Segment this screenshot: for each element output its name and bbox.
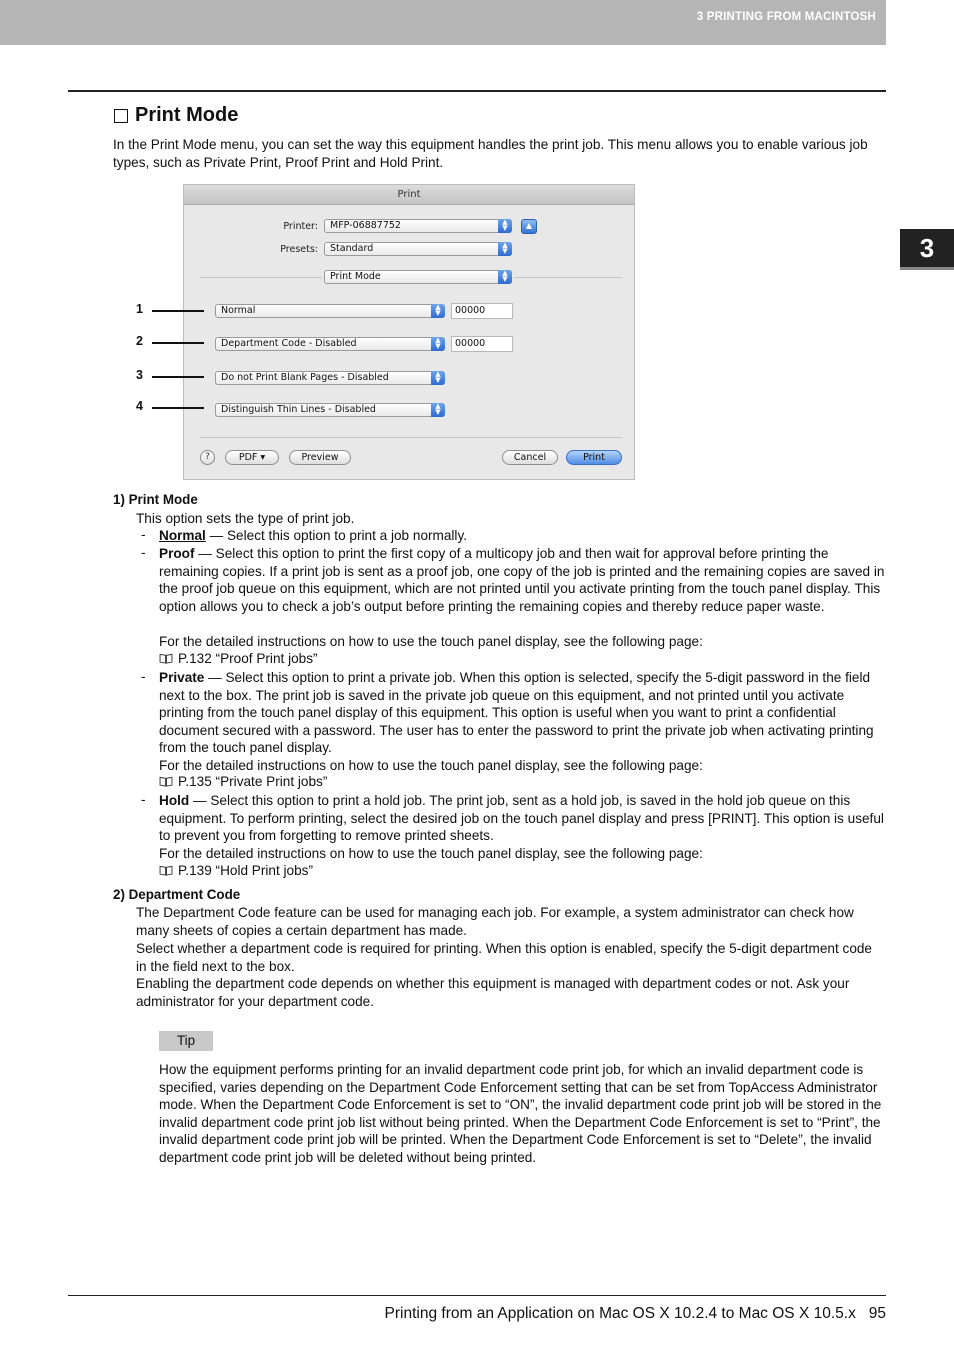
dept-paragraph-3: Enabling the department code depends on whether this equipment is managed with department codes or not. Ask your administrator for your department code. bbox=[136, 976, 850, 1009]
term-hold: Hold bbox=[159, 793, 190, 808]
separator bbox=[514, 277, 622, 278]
private-text: — Select this option to print a private job. When this option is selected, specify the 5-digit password in the field next to the box. The print job is saved in the private job queue on this equipment, and not printed until you activate printing from the touch panel display of this equipment. This option is useful when you want to print a confidential document secured with a password. The user has to enter the password to print the private job when activating printing from the touch panel display. bbox=[159, 670, 874, 756]
thin-lines-popup[interactable] bbox=[215, 403, 445, 417]
header-bar bbox=[0, 0, 886, 45]
proof-reference[interactable] bbox=[159, 651, 318, 666]
checkbox-square-icon bbox=[114, 109, 128, 123]
hold-reference[interactable] bbox=[159, 863, 313, 878]
help-icon[interactable]: ? bbox=[200, 450, 215, 465]
updown-arrows-icon: ▲ ▼ bbox=[498, 219, 512, 233]
printer-value: MFP-06887752 bbox=[330, 220, 401, 231]
proof-see: For the detailed instructions on how to use the touch panel display, see the following page: bbox=[159, 634, 703, 649]
book-icon bbox=[159, 865, 173, 876]
updown-arrows-icon: ▲ ▼ bbox=[498, 270, 512, 284]
updown-arrows-icon: ▲ ▼ bbox=[431, 304, 445, 318]
bullet-dash: - bbox=[141, 792, 146, 807]
callout-line bbox=[152, 407, 204, 409]
bullet-dash: - bbox=[141, 545, 146, 560]
normal-text: — Select this option to print a job normally. bbox=[205, 528, 468, 543]
updown-arrows-icon: ▲ ▼ bbox=[498, 242, 512, 256]
callout-line bbox=[152, 376, 204, 378]
item-description: This option sets the type of print job. bbox=[136, 511, 355, 526]
private-ref-text: P.135 “Private Print jobs” bbox=[178, 774, 328, 789]
thin-lines-value: Distinguish Thin Lines - Disabled bbox=[221, 404, 376, 415]
item-heading: 1) Print Mode bbox=[113, 492, 198, 507]
panel-value: Print Mode bbox=[330, 271, 381, 282]
preview-button[interactable]: Preview bbox=[289, 450, 351, 465]
disclosure-up-icon[interactable]: ▲ bbox=[521, 219, 537, 234]
printer-popup[interactable] bbox=[324, 219, 512, 233]
callout-1: 1 bbox=[136, 302, 143, 316]
presets-label: Presets: bbox=[280, 244, 318, 255]
proof-ref-text: P.132 “Proof Print jobs” bbox=[178, 651, 318, 666]
section-title: Print Mode bbox=[135, 104, 239, 126]
tip-label: Tip bbox=[159, 1031, 213, 1051]
running-header: 3 PRINTING FROM MACINTOSH bbox=[696, 11, 876, 23]
blank-pages-popup[interactable] bbox=[215, 371, 445, 385]
callout-3: 3 bbox=[136, 368, 143, 382]
bullet-dash: - bbox=[141, 669, 146, 684]
term-private: Private bbox=[159, 670, 205, 685]
pdf-button[interactable]: PDF ▾ bbox=[225, 450, 279, 465]
dept-paragraph-1: The Department Code feature can be used for managing each job. For example, a system administrator can check how many sheets of copies a certain department has made. bbox=[136, 905, 854, 938]
printer-label: Printer: bbox=[283, 221, 318, 232]
updown-arrows-icon: ▲ ▼ bbox=[431, 371, 445, 385]
print-dialog bbox=[183, 184, 635, 480]
callout-line bbox=[152, 310, 204, 312]
hold-ref-text: P.139 “Hold Print jobs” bbox=[178, 863, 314, 878]
panel-popup[interactable] bbox=[324, 270, 512, 284]
hold-text: — Select this option to print a hold job. The print job, sent as a hold job, is saved in the hold job queue on this equipment. To perform printing, select the desired job on the touch panel display and press [PRINT]. This option is useful to prevent you from forgetting to remove printed sheets. bbox=[159, 793, 884, 844]
private-see: For the detailed instructions on how to use the touch panel display, see the following page: bbox=[159, 758, 703, 773]
bullet-proof bbox=[159, 545, 886, 615]
callout-4: 4 bbox=[136, 399, 143, 413]
private-reference[interactable] bbox=[159, 774, 327, 789]
updown-arrows-icon: ▲ ▼ bbox=[431, 403, 445, 417]
bottom-rule bbox=[68, 1295, 886, 1296]
hold-see: For the detailed instructions on how to use the touch panel display, see the following page: bbox=[159, 846, 703, 861]
book-icon bbox=[159, 776, 173, 787]
term-normal: Normal bbox=[159, 528, 206, 543]
updown-arrows-icon: ▲ ▼ bbox=[431, 337, 445, 351]
dept-paragraph-2: Select whether a department code is required for printing. When this option is enabled, specify the 5-digit department code in the field next to the box. bbox=[136, 941, 872, 974]
print-mode-popup[interactable] bbox=[215, 304, 445, 318]
intro-paragraph: In the Print Mode menu, you can set the way this equipment handles the print job. This menu allows you to enable various job types, such as Private Print, Proof Print and Hold Print. bbox=[113, 137, 868, 170]
bullet-dash: - bbox=[141, 527, 146, 542]
separator bbox=[200, 277, 322, 278]
callout-line bbox=[152, 342, 204, 344]
tip-text: How the equipment performs printing for an invalid department code print job, for which an invalid department code is specified, varies depending on the Department Code Enforcement setting that can be set from TopAccess Administrator mode. When the Department Code Enforcement is set to “ON”, the invalid department code print job will be stored in the invalid department code print job list without being printed. When the Department Code Enforcement is set to “Print”, the invalid department code print job will be printed. When the Department Code Enforcement is set to “Delete”, the invalid department code print job will be deleted without being printed. bbox=[159, 1062, 882, 1165]
presets-popup[interactable] bbox=[324, 242, 512, 256]
print-mode-value: Normal bbox=[221, 305, 256, 316]
department-code-popup[interactable] bbox=[215, 337, 445, 351]
callout-2: 2 bbox=[136, 334, 143, 348]
dialog-title: Print bbox=[184, 185, 634, 205]
bullet-private bbox=[159, 669, 886, 757]
bullet-hold bbox=[159, 792, 886, 845]
page-number: 95 bbox=[868, 1305, 886, 1322]
presets-value: Standard bbox=[330, 243, 374, 254]
section-heading bbox=[114, 104, 238, 127]
book-icon bbox=[159, 653, 173, 664]
separator bbox=[200, 437, 622, 438]
proof-text: — Select this option to print the first copy of a multicopy job and then wait for approval before printing the remaining copies. If a print job is sent as a proof job, one copy of the job is printed and the remaining copies are saved in the proof job queue on this equipment, which are not printed until you activate printing from the touch panel display. This option allows you to check a job’s output before printing the remaining copies and thereby reduce paper waste. bbox=[159, 546, 885, 614]
department-code-field[interactable]: 00000 bbox=[451, 336, 513, 352]
department-code-value: Department Code - Disabled bbox=[221, 338, 357, 349]
footer-title: Printing from an Application on Mac OS X 10.2.4 to Mac OS X 10.5.x bbox=[384, 1305, 856, 1322]
chapter-tab: 3 bbox=[900, 229, 954, 270]
blank-pages-value: Do not Print Blank Pages - Disabled bbox=[221, 372, 389, 383]
footer bbox=[385, 1305, 886, 1323]
top-rule bbox=[68, 90, 886, 92]
term-proof: Proof bbox=[159, 546, 195, 561]
bullet-normal bbox=[159, 527, 886, 545]
print-button[interactable]: Print bbox=[566, 450, 622, 465]
item-heading: 2) Department Code bbox=[113, 887, 241, 902]
password-field[interactable]: 00000 bbox=[451, 303, 513, 319]
cancel-button[interactable]: Cancel bbox=[502, 450, 558, 465]
